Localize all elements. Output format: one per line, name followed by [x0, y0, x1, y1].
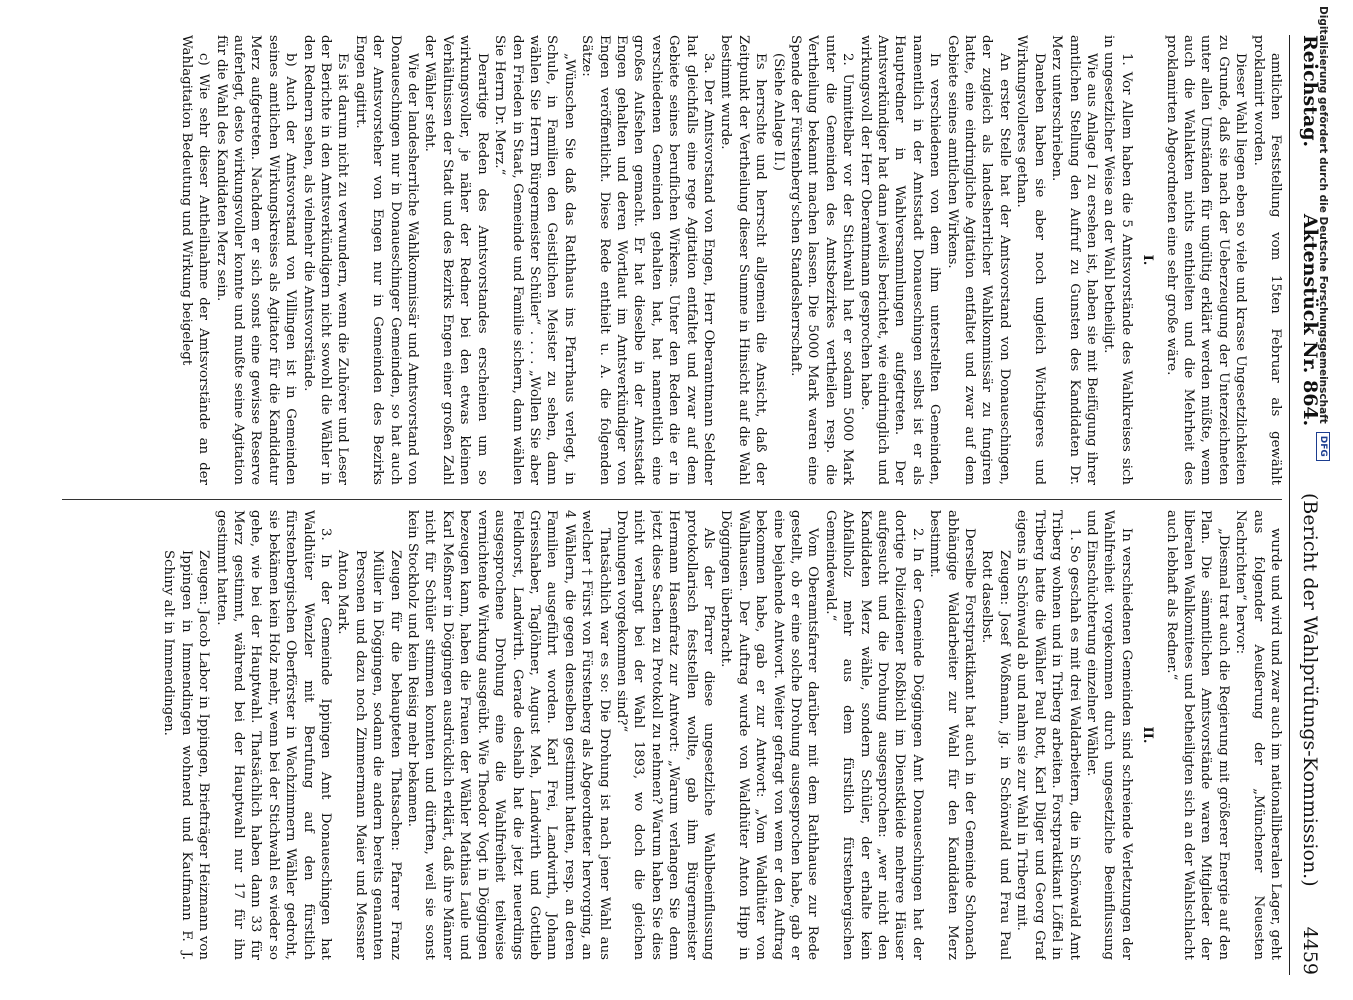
right-column	[56, 510, 1284, 960]
witness-paragraph: Zeugen: Josef Woßmann, jg. in Schönwald und Frau Paul Rott daselbst.	[979, 550, 1012, 960]
quote-paragraph: „Wünschen Sie daß das Rathhaus ins Pfarrhaus verlegt, in Schule, in Familien den Geistlichen Meister zu sehen, dann wählen Sie Herrn Bürgermeister Schüler“ . . . . „Wollen Sie aber den Frieden in Staat, Gemeinde und Familie sichern, dann wählen Sie Herrn Dr. Merz.“	[492, 35, 577, 485]
paragraph: Derselbe Forstpraktikant hat auch in der Gemeinde Schonach abhängige Waldarbeiter zur Wahl für den Kandidaten Merz bestimmt.	[927, 510, 978, 960]
rotated-page-content	[40, 5, 1330, 995]
witness-paragraph: Zeugen: Jacob Labor in Ippingen, Briefträger Heizmann von Ippingen in Immendingen wohnend und Kaufmann F. J. Schiny alt in Immendingen.	[161, 550, 212, 960]
witness-paragraph: Zeugen für die behaupteten Thatsachen: Pfarrer Franz Müller in Döggingen, sodann die andern bereits genannten Personen und dazu noch Zimmermann Maier und Messner Anton Mark.	[335, 550, 403, 960]
paragraph: 1. Vor Allem haben die 5 Amtsvorstände des Wahlkreises sich in ungesetzlicher Weise an der Wahl betheiligt.	[1101, 35, 1134, 485]
left-column	[56, 35, 1284, 485]
paragraph: In verschiedenen von dem ihm unterstellten Gemeinden, namentlich in der Amtsstadt Donaueschingen selbst ist er als Hauptredner in Wahlversammlungen aufgetreten. Der Amtsverkündiger hat dann jeweils berichtet, wie eindringlich und wirkungsvoll der Herr Oberamtmann gesprochen habe.	[857, 35, 943, 485]
paragraph: amtlichen Feststellung vom 15ten Februar als gewählt proklamirt worden.	[1250, 35, 1283, 485]
paragraph: wurde und wird und zwar auch im nationalliberalen Lager, geht aus folgender Aeußerung der „Münchener Neuesten Nachrichten“ hervor:	[1233, 510, 1283, 960]
column-divider	[62, 499, 1282, 500]
paragraph: Es herrschte und herrscht allgemein die Ansicht, daß der Zeitpunkt der Vertheilung dieser Summe in Hinsicht auf die Wahl bestimmt wurde.	[718, 35, 769, 485]
paragraph: Daneben haben sie aber noch ungleich Wichtigeres und Wirkungsvolleres gethan.	[1014, 35, 1047, 485]
section-heading: II.	[1140, 726, 1156, 744]
paragraph: b) Auch der Amtsvorstand von Villingen ist in Gemeinden seines amtlichen Wirkungskreises als Agitator für die Kandidatur Merz aufgetreten. Nachdem er sich sonst eine gewisse Reserve auferlegt, desto wirkungsvoller konnte und mußte seine Agitation für die Wahl des Kandidaten Merz sein.	[213, 35, 299, 485]
paragraph: 3. In der Gemeinde Ippingen Amt Donaueschingen hat Waldhüter Wenzler mit Berufung auf den fürstlich fürstenbergischen Oberförster in Wachzimmern Wähler gedroht, sie bekämen kein Holz mehr, wenn bei der Stichwahl es wieder so gehe, wie bei der Hauptwahl. Thatsächlich haben dann 33 für Merz gestimmt, während bei der Hauptwahl nur 17 für ihn gestimmt hatten.	[213, 510, 334, 960]
quote-paragraph: „Diesmal trat auch die Regierung mit größerer Energie auf den Plan. Die sämmtlichen Amtsvorstände waren Mitglieder der liberalen Wahlkomitees und betheiligten sich an der Wahlschlacht auch lebhaft als Redner.“	[1163, 510, 1231, 960]
paragraph: Es ist darum nicht zu verwundern, wenn die Zuhörer und Leser der Berichte in den Amtsverkündigern nicht sowohl die Wähler in den Rednern sehen, als vielmehr die Amtsvorstände.	[300, 35, 351, 485]
paragraph: Dieser Wahl liegen eben so viele und krasse Ungesetzlichkeiten zu Grunde, daß sie nach der Ueberzeugung der Unterzeichneten unter allen Umständen für ungültig erklärt werden müßte, wenn auch die Wahlakten nichts enthielten und die Mehrheit des proklamirten Abgeordneten eine sehr große wäre.	[1163, 35, 1249, 485]
paragraph: 1. So geschah es mit drei Waldarbeitern, die in Schönwald Amt Triberg wohnen und in Triberg arbeiten. Forstpraktikant Löffel in Triberg hatte die Wähler Paul Rott, Karl Dilger und Georg Graf eigens in Schönwald ab und nahm sie zur Wahl in Triberg mit.	[1014, 510, 1082, 960]
paragraph: 3a. Der Amtsvorstand von Engen, Herr Oberamtmann Seldner hat gleichfalls eine rege Agitation entfaltet und zwar auf dem Gebiete seines beruflichen Wirkens. Unter den Reden die er in verschiedenen Gemeinden gehalten hat, hat namentlich eine großes Aufsehen gemacht. Er hat dieselbe in der Amtsstadt Engen gehalten und deren Wortlaut im Amtsverkündiger von Engen veröffentlicht. Diese Rede enthielt u. A. die folgenden Sätze:	[579, 35, 716, 485]
paragraph: In verschiedenen Gemeinden sind schreiende Verletzungen der Wahlfreiheit vorgekommen durch ungesetzliche Beeinflussung und Einschüchterung einzelner Wähler.	[1083, 510, 1134, 960]
paragraph: Derartige Reden des Amtsvorstandes erscheinen um so wirkungsvoller, je näher der Redner bei den etwas kleinen Verhältnissen der Stadt und des Bezirks Engen einer großen Zahl der Wähler steht.	[422, 35, 490, 485]
paragraph: Wie aus Anlage I zu ersehen ist, haben sie mit Beifügung ihrer amtlichen Stellung den Aufruf zu Gunsten des Kandidaten Dr. Merz unterschrieben.	[1049, 35, 1099, 485]
page-number: 4459	[1299, 926, 1321, 975]
paragraph: Vom Oberamtsfarrer darüber mit dem Rathhause zur Rede gestellt, ob er eine solche Drohung ausgesprochen habe, gab er eine bejahende Antwort. Weiter gefragt von wem er den Auftrag bekommen habe, gab er zur Antwort: „Vom Waldhüter von Wallhausen. Der Auftrag wurde von Waldhüter Anton Hipp in Döggingen überbracht.	[718, 510, 821, 960]
paragraph: c) Wie sehr dieser Antheilnahme der Amtsvorstände an der Wahlagitation Bedeutung und Wirkung beigelegt	[178, 35, 212, 485]
paragraph: Wie der landesherrliche Wahlkommissär und Amtsvorstand von Donaueschingen nur in Donaueschinger Gemeinden, so hat auch der Amtsvorsteher von Engen nur in Gemeinden des Bezirks Engen agitirt.	[352, 35, 421, 485]
paragraph: 2. Unmittelbar vor der Stichwahl hat er sodann 5000 Mark unter die Gemeinden des Amtsbezirkes vertheilen resp. die Vertheilung bekannt machen lassen. Die 5000 Mark waren eine Spende der Fürstenberg'schen Standesherrschaft.	[788, 35, 856, 485]
dfg-logo: DFG	[1316, 432, 1330, 461]
header-title: Aktenstück Nr. 864.	[1299, 213, 1321, 427]
paragraph: (Siehe Anlage II.)	[770, 53, 786, 171]
header-subtitle: (Bericht der Wahlprüfungs-Kommission.)	[1299, 493, 1321, 887]
paragraph: Als der Pfarrer diese ungesetzliche Wahlbeeinflussung protokollarisch feststellen wollte, gab ihm Bürgermeister Hermann Hasenfratz zur Antwort: „Warum verlangen Sie denn jetzt diese Sachen zu Protokoll zu nehmen? Warum haben Sie dies nicht verlangt bei der Wahl 1893, wo doch die gleichen Drohungen vorgekommen sind?“	[613, 510, 716, 960]
paragraph: 2. In der Gemeinde Döggingen Amt Donaueschingen hat der dortige Polizeidiener Roßbichl im Dienstkleide mehrere Häuser aufgesucht und die Drohung ausgesprochen: „wer nicht den Kandidaten Merz wähle, sondern Schüler, der erhalte kein Abfallholz mehr aus dem fürstlich fürstenbergischen Gemeindewald.“	[822, 510, 925, 960]
digitization-text: Digitalisierung gefördert durch die Deutsche Forschungsgemeinschaft	[1317, 6, 1329, 424]
digitization-note	[1313, 6, 1333, 996]
section-heading: I.	[1140, 254, 1156, 266]
paragraph: Thatsächlich war es so: Die Drohung ist nach jener Wahl aus welcher † Fürst von Fürstenberg als Abgeordneter hervorging, an 4 Wählern, die gegen denselben gestimmt hatten, resp. an deren Familien ausgeführt worden. Karl Frei, Landwirth, Johann Griesshaber, Taglöhner, August Meh, Landwirth und Gottlieb Feldhorst, Landwirth. Gerade deshalb hat die jetzt neuerdings ausgesprochene Drohung eine die Wahlfreiheit teilweise vernichtende Wirkung ausgeübt. Wie Theodor Vogt in Döggingen bezeugen kann, haben die Frauen der Wähler Mathias Laule und Karl Meßmer in Döggingen ausdrücklich erklärt, daß ihre Männer nicht für Schüler stimmen konnten und dürften, weil sie sonst kein Stockholz und kein Reisig mehr bekamen.	[405, 510, 612, 960]
header-left: Reichstag.	[1299, 35, 1321, 148]
paragraph: An erster Stelle hat der Amtsvorstand von Donaueschingen, der zugleich als landesherrlicher Wahlkommissär zu fungiren hatte, eine eindringliche Agitation entfaltet und zwar auf dem Gebiete seines amtlichen Wirkens.	[944, 35, 1012, 485]
